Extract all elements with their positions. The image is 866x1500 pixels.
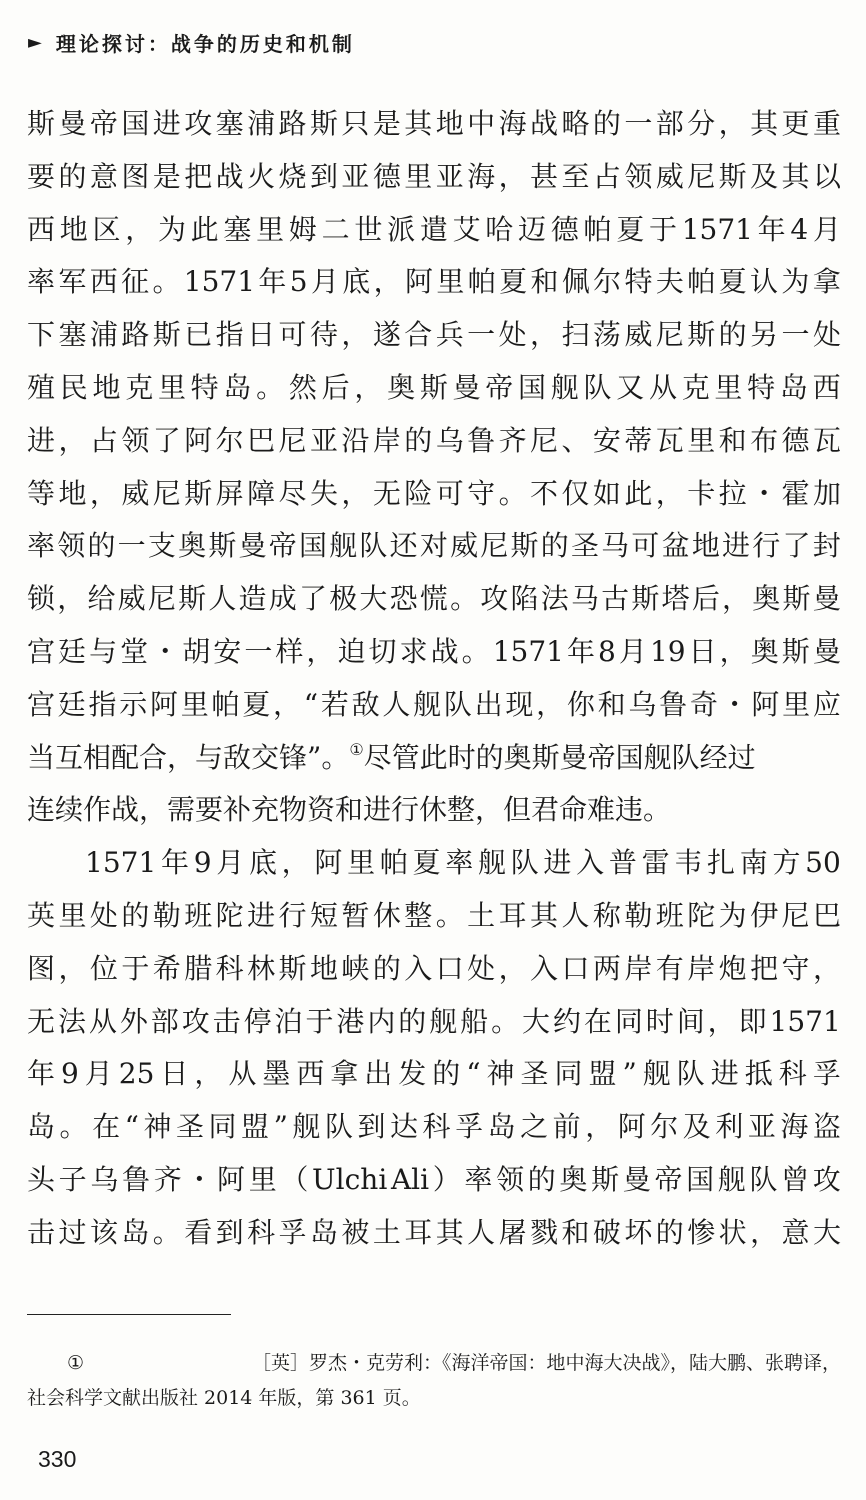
text-line	[27, 1154, 841, 1207]
text-line	[27, 468, 841, 521]
line-content: 图 ， 位 于 希 腊 科 林 斯 地 峡 的 入 口 处 ， 入 口 两 岸 有 岸 炮 把 守 ，	[27, 951, 841, 985]
line-content: 头 子 乌 鲁 齐 ・ 阿 里 （ Ulchi Ali ） 率 领 的 奥 斯 曼 帝 国 舰 队 曾 攻	[27, 1162, 841, 1196]
footnote-marker: ①	[67, 1352, 85, 1374]
text-line	[27, 1048, 841, 1101]
footnote-line	[27, 1346, 841, 1381]
footnote-reference[interactable]: ①	[349, 739, 364, 759]
line-content: 英 里 处 的 勒 班 陀 进 行 短 暂 休 整 。 土 耳 其 人 称 勒 班 陀 为 伊 尼 巴	[27, 898, 841, 932]
text-line	[27, 1207, 841, 1260]
text-line	[27, 943, 841, 996]
line-content-start: 当互相配合，与敌交锋”。	[27, 740, 350, 774]
page-number: 330	[38, 1446, 77, 1472]
line-content: 率 军 西 征 。 1571 年 5 月 底 ， 阿 里 帕 夏 和 佩 尔 特 夫 帕 夏 认 为 拿	[27, 265, 841, 299]
text-line	[27, 362, 841, 415]
line-content: 连续作战，需要补充物资和进行休整，但君命难违。	[27, 793, 672, 827]
line-content: 要 的 意 图 是 把 战 火 烧 到 亚 德 里 亚 海 ， 甚 至 占 领 威 尼 斯 及 其 以	[27, 159, 841, 193]
footnote-text: ［英］罗杰・克劳利：《海洋帝国：地中海大决战》，陆大鹏、张聘译，	[251, 1352, 841, 1374]
line-content: 无 法 从 外 部 攻 击 停 泊 于 港 内 的 舰 船 。 大 约 在 同 时 间 ， 即 1571	[27, 1004, 841, 1038]
text-line	[27, 309, 841, 362]
text-line	[27, 256, 841, 309]
line-content: 1571 年 9 月 底 ， 阿 里 帕 夏 率 舰 队 进 入 普 雷 韦 扎 南 方 50	[85, 846, 841, 880]
line-content: 斯 曼 帝 国 进 攻 塞 浦 路 斯 只 是 其 地 中 海 战 略 的 一 部 分 ， 其 更 重	[27, 107, 841, 140]
line-content: 殖 民 地 克 里 特 岛 。 然 后 ， 奥 斯 曼 帝 国 舰 队 又 从 克 里 特 岛 西	[27, 370, 841, 404]
text-line	[27, 415, 841, 468]
text-line	[27, 679, 841, 732]
line-content: 西 地 区 ， 为 此 塞 里 姆 二 世 派 遣 艾 哈 迈 德 帕 夏 于 1571 年 4 月	[27, 212, 841, 246]
line-content: 宫 廷 指 示 阿 里 帕 夏 ， “ 若 敌 人 舰 队 出 现 ， 你 和 乌 鲁 奇 ・ 阿 里 应	[27, 687, 841, 721]
footnote-text: 社会科学文献出版社 2014 年版，第 361 页。	[27, 1387, 421, 1409]
body-text	[27, 98, 841, 1260]
line-content: 击 过 该 岛 。 看 到 科 孚 岛 被 土 耳 其 人 屠 戮 和 破 坏 的 惨 状 ， 意 大	[27, 1215, 841, 1249]
line-content: 等 地 ， 威 尼 斯 屏 障 尽 失 ， 无 险 可 守 。 不 仅 如 此 ， 卡 拉 ・ 霍 加	[27, 476, 841, 510]
line-content: 下 塞 浦 路 斯 已 指 日 可 待 ， 遂 合 兵 一 处 ， 扫 荡 威 尼 斯 的 另 一 处	[27, 318, 841, 352]
line-content: 锁 ， 给 威 尼 斯 人 造 成 了 极 大 恐 慌 。 攻 陷 法 马 古 斯 塔 后 ， 奥 斯 曼	[27, 582, 841, 616]
text-line	[27, 98, 841, 151]
text-line	[27, 573, 841, 626]
text-line	[27, 1101, 841, 1154]
text-line	[27, 520, 841, 573]
text-line-with-footnote	[27, 732, 841, 785]
footnote	[27, 1346, 841, 1416]
line-content: 进 ， 占 领 了 阿 尔 巴 尼 亚 沿 岸 的 乌 鲁 齐 尼 、 安 蒂 瓦 里 和 布 德 瓦	[27, 423, 841, 457]
line-content: 率 领 的 一 支 奥 斯 曼 帝 国 舰 队 还 对 威 尼 斯 的 圣 马 可 盆 地 进 行 了 封	[27, 529, 841, 563]
footnote-line	[27, 1381, 841, 1416]
running-header	[28, 28, 355, 57]
text-line-paragraph-start	[27, 837, 841, 890]
triangle-marker-icon: ►	[28, 32, 42, 53]
footnote-divider	[27, 1314, 231, 1315]
text-line	[27, 204, 841, 257]
line-content-end: 尽管此时的奥斯曼帝国舰队经过	[363, 740, 756, 774]
text-line	[27, 151, 841, 204]
text-line	[27, 890, 841, 943]
line-content: 年 9 月 25 日 ， 从 墨 西 拿 出 发 的 “ 神 圣 同 盟 ” 舰 队 进 抵 科 孚	[27, 1057, 841, 1091]
text-line	[27, 996, 841, 1049]
line-content	[27, 732, 756, 785]
running-header-title: 理论探讨：战争的历史和机制	[55, 32, 355, 56]
line-content: 岛 。 在 “ 神 圣 同 盟 ” 舰 队 到 达 科 孚 岛 之 前 ， 阿 尔 及 利 亚 海 盗	[27, 1110, 841, 1144]
text-line	[27, 784, 841, 837]
text-line	[27, 626, 841, 679]
line-content: 宫 廷 与 堂 ・ 胡 安 一 样 ， 迫 切 求 战 。 1571 年 8 月 19 日 ， 奥 斯 曼	[27, 634, 841, 668]
